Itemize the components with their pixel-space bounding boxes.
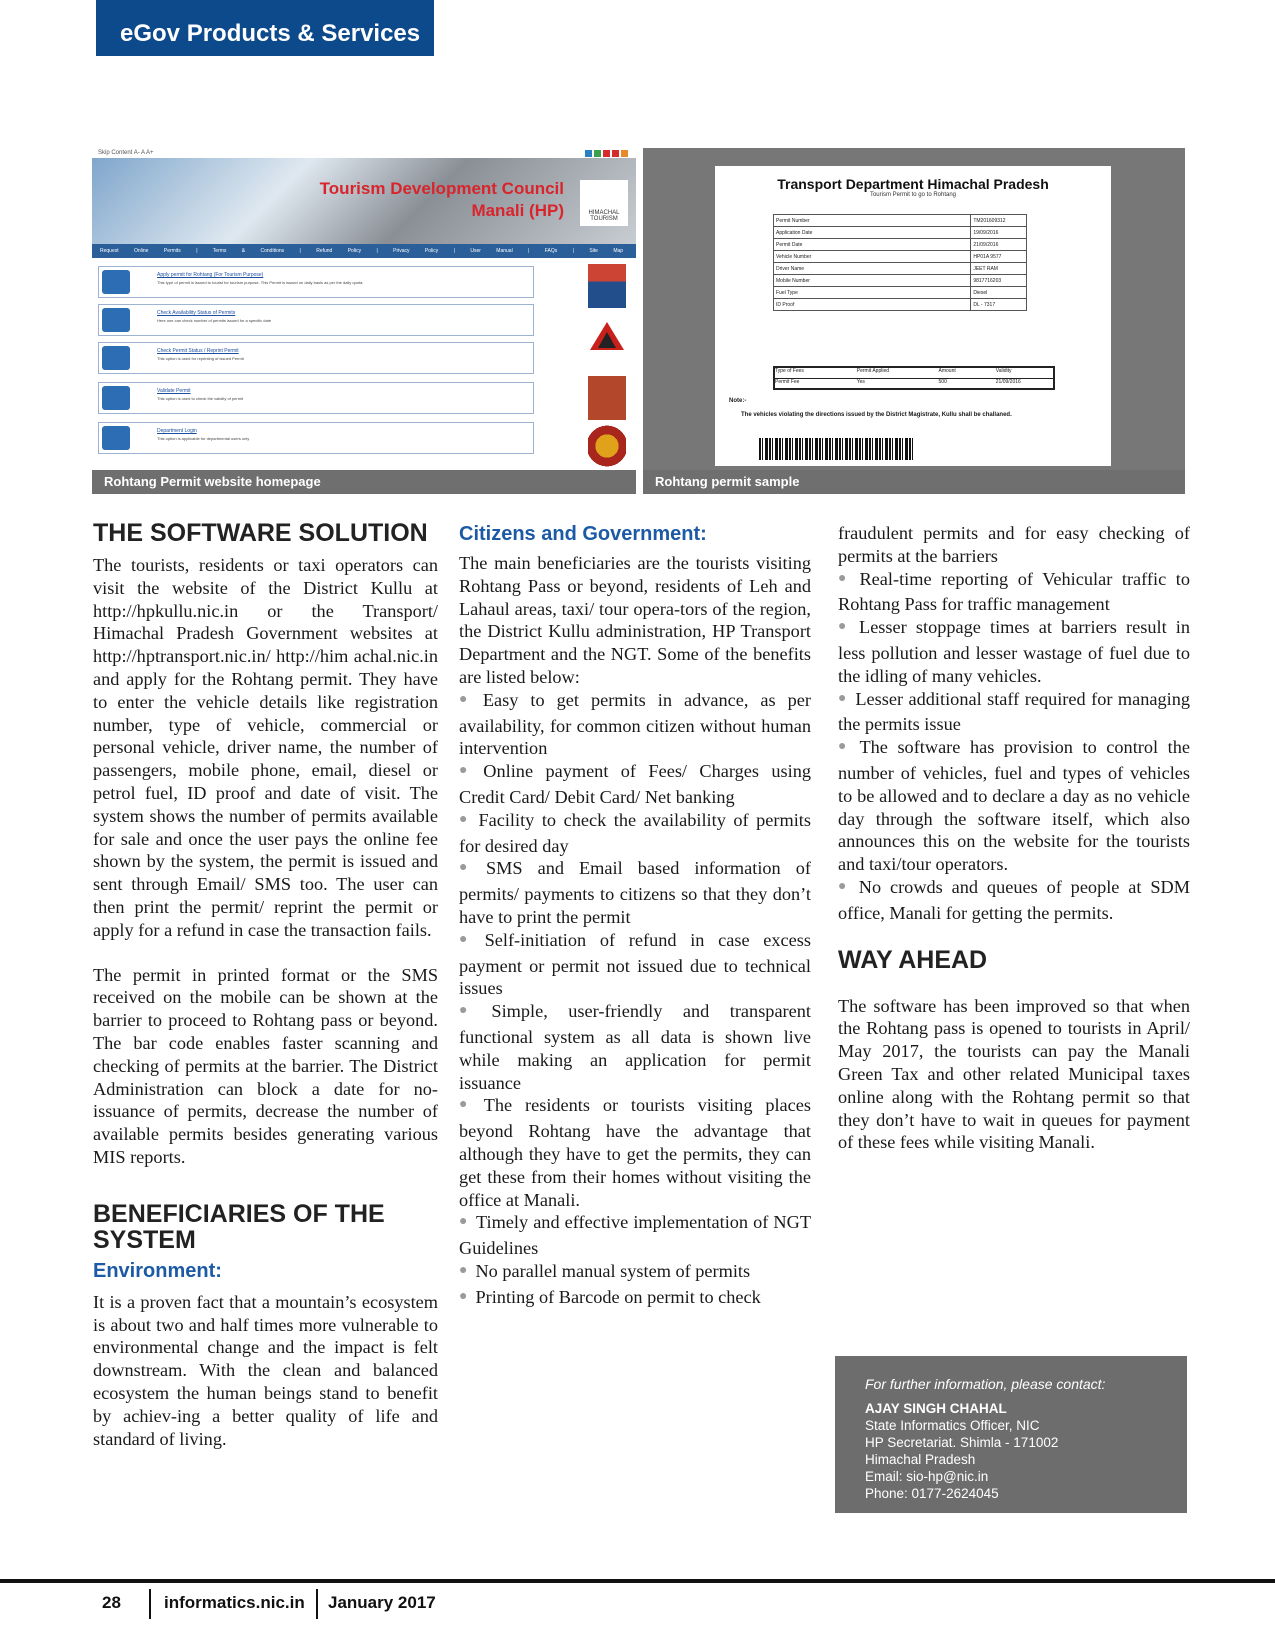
list-item: ● No parallel manual system of permits bbox=[459, 1260, 811, 1286]
column-3 bbox=[838, 522, 1190, 1154]
paragraph: The software has been improved so that when the Rohtang pass is opened to tourists in April/ May 2017, the tourists can pay the Manali Green Tax and other related Municipal taxes online along with the Rohtang permit so that they don’t have to wait in queues for payment of these fees while visiting Manali. bbox=[838, 995, 1190, 1153]
footer-separator bbox=[149, 1589, 151, 1619]
fees-cell: Yes bbox=[856, 379, 865, 385]
permit-fees bbox=[773, 366, 1055, 390]
note-text: The vehicles violating the directions issued by the District Magistrate, Kullu shall be challaned. bbox=[741, 412, 1012, 418]
page-number: 28 bbox=[102, 1593, 121, 1612]
row-desc: Here one can check number of permits issued for a specific date bbox=[157, 318, 272, 323]
banner-title-line2: Manali (HP) bbox=[471, 201, 564, 220]
skip-bar bbox=[92, 148, 636, 158]
site-banner bbox=[92, 158, 636, 244]
fees-cell: 500 bbox=[938, 379, 947, 385]
permit-field-value: TM201609312 bbox=[971, 215, 1027, 227]
permit-row bbox=[774, 215, 1027, 227]
permit-row bbox=[774, 299, 1027, 311]
site-row-availability bbox=[98, 304, 534, 336]
paragraph: The main beneficiaries are the tourists visiting Rohtang Pass or beyond, residents of Leh and Lahaul areas, taxi/ tour opera-tors of the region, the District Kullu administration, HP Transport Department and the NGT. Some of the benefits are listed below: bbox=[459, 553, 811, 687]
fees-header-cell: Permit Applied bbox=[856, 368, 890, 374]
list-item: ● Online payment of Fees/ Charges using Credit Card/ Debit Card/ Net banking bbox=[459, 760, 811, 809]
permit-field-label: Mobile Number bbox=[774, 275, 971, 287]
permit-table bbox=[773, 214, 1027, 311]
row-desc: This option is applicable for departmental users only bbox=[157, 436, 250, 441]
permit-field-value: JEET RAM bbox=[971, 263, 1027, 275]
paragraph: The tourists, residents or taxi operators can visit the website of the District Kullu at http://hpkullu.nic.in or the Transport/ Himachal Pradesh Government websites at http://hptransport.nic.in/ http://him achal.nic.in and apply for the Rohtang permit. They have to enter the vehicle details like registration number, type of vehicle, commercial or personal vehicle, driver name, the number of passengers, mobile phone, email, diesel or petrol fuel, ID proof and date of visit. The system shows the number of permits available for sale and once the user pays the online fee shown by the system, the permit is issued and sent through Email/ SMS too. The user can then print the permit/ reprint the permit or apply for a refund in case the transaction fails. bbox=[93, 555, 438, 940]
contact-name: AJAY SINGH CHAHAL bbox=[865, 1401, 1007, 1416]
permit-field-label: Permit Number bbox=[774, 215, 971, 227]
list-item: ● Simple, user-friendly and transparent functional system as all data is shown live while making an application for permit issuance bbox=[459, 1000, 811, 1094]
list-item: ● Self-initiation of refund in case excess payment or permit not issued due to technical issues bbox=[459, 929, 811, 1000]
footer-rule bbox=[0, 1579, 1275, 1583]
figure-website bbox=[92, 148, 636, 494]
paragraph: fraudulent permits and for easy checking of permits at the barriers bbox=[838, 523, 1190, 566]
site-row-validate bbox=[98, 382, 534, 414]
list-item: ● Lesser stoppage times at barriers result in less pollution and lesser wastage of fuel due to the idling of many vehicles. bbox=[838, 616, 1190, 687]
permit-row bbox=[774, 263, 1027, 275]
list-item: ● No crowds and queues of people at SDM office, Manali for getting the permits. bbox=[838, 876, 1190, 925]
site-nav: Request Online Permits | Terms & Conditions | Refund Policy | Privacy Policy | User Manual | FAQs | Site Map bbox=[92, 244, 636, 258]
permit-field-value: 21/09/2016 bbox=[971, 239, 1027, 251]
apply-icon bbox=[102, 270, 130, 294]
fees-cell: Permit Fee bbox=[775, 379, 800, 385]
permit-field-value: DL - 7317 bbox=[971, 299, 1027, 311]
note-label: Note:- bbox=[729, 398, 747, 404]
section-tag: eGov Products & Services bbox=[96, 0, 434, 56]
permit-field-value: HP01A 9577 bbox=[971, 251, 1027, 263]
list-item: ● Timely and effective implementation of NGT Guidelines bbox=[459, 1211, 811, 1260]
banner-title-line1: Tourism Development Council bbox=[319, 179, 564, 198]
footer-separator bbox=[316, 1589, 318, 1619]
permit-field-value: 9817716203 bbox=[971, 275, 1027, 287]
permit-field-label: ID Proof bbox=[774, 299, 971, 311]
permit-field-label: Application Date bbox=[774, 227, 971, 239]
contact-email: Email: sio-hp@nic.in bbox=[865, 1469, 989, 1484]
list-item: ● The residents or tourists visiting places beyond Rohtang have the advantage that although they have to get the permits, they can get these from their homes without visiting the office at Manali. bbox=[459, 1094, 811, 1211]
banner-title bbox=[320, 178, 564, 222]
fees-cell: 21/09/2016 bbox=[995, 379, 1021, 385]
row-title: Apply permit for Rohtang (For Tourism Purpose) bbox=[157, 272, 264, 278]
permit-sample bbox=[715, 166, 1111, 466]
permit-row bbox=[774, 275, 1027, 287]
availability-icon bbox=[102, 308, 130, 332]
heading-software-solution: THE SOFTWARE SOLUTION bbox=[93, 519, 428, 547]
list-item: ● Real-time reporting of Vehicular traffic to Rohtang Pass for traffic management bbox=[838, 568, 1190, 617]
reprint-icon bbox=[102, 346, 130, 370]
subheading-environment: Environment: bbox=[93, 1259, 222, 1282]
list-item: ● Facility to check the availability of permits for desired day bbox=[459, 809, 811, 858]
permit-field-label: Driver Name bbox=[774, 263, 971, 275]
column-1 bbox=[93, 520, 438, 1450]
fees-header-cell: Validity bbox=[995, 368, 1012, 374]
contact-lead: For further information, please contact: bbox=[865, 1376, 1106, 1392]
contact-line: Himachal Pradesh bbox=[865, 1452, 976, 1467]
footer-date: January 2017 bbox=[328, 1593, 436, 1612]
permit-row bbox=[774, 227, 1027, 239]
subheading-citizens: Citizens and Government: bbox=[459, 523, 707, 545]
contact-phone: Phone: 0177-2624045 bbox=[865, 1486, 999, 1501]
figure-permit bbox=[643, 148, 1185, 494]
figure-caption: Rohtang permit sample bbox=[643, 470, 1185, 494]
list-item: ● Lesser additional staff required for managing the permits issue bbox=[838, 688, 1190, 737]
fees-header-cell: Amount bbox=[938, 368, 956, 374]
row-desc: This type of permit is issued to tourist for tourism purpose. This Permit is issued on daily basis as per the daily quota. bbox=[157, 280, 364, 285]
permit-title: Transport Department Himachal Pradesh bbox=[777, 176, 1049, 192]
validate-icon bbox=[102, 386, 130, 410]
contact-line: HP Secretariat. Shimla - 171002 bbox=[865, 1435, 1059, 1450]
site-row-login bbox=[98, 422, 534, 454]
permit-row bbox=[774, 287, 1027, 299]
permit-field-label: Fuel Type bbox=[774, 287, 971, 299]
row-desc: This option is used for reprinting of issued Permit bbox=[157, 356, 244, 361]
site-row-reprint bbox=[98, 342, 534, 374]
column-2 bbox=[459, 522, 811, 1312]
contact-box bbox=[835, 1356, 1187, 1513]
contact-line: State Informatics Officer, NIC bbox=[865, 1418, 1040, 1433]
dussehra-logo bbox=[588, 376, 626, 420]
paragraph: It is a proven fact that a mountain’s ecosystem is about two and half times more vulnerable to environmental change and the impact is felt downstream. With the clean and balanced ecosystem the human beings stand to benefit by achiev-ing a better quality of life and standard of living. bbox=[93, 1291, 438, 1449]
row-title: Check Availability Status of Permits bbox=[157, 310, 236, 316]
row-title: Check Permit Status / Reprint Permit bbox=[157, 348, 239, 354]
permit-field-label: Permit Date bbox=[774, 239, 971, 251]
login-icon bbox=[102, 426, 130, 450]
skip-bar-text: Skip Content A- A A+ bbox=[98, 150, 154, 156]
hptdc-logo bbox=[588, 424, 626, 468]
heading-beneficiaries: BENEFICIARIES OF THE SYSTEM bbox=[93, 1199, 385, 1254]
permit-row bbox=[774, 251, 1027, 263]
permit-field-value: Diesel bbox=[971, 287, 1027, 299]
himachal-tourism-logo: HIMACHAL TOURISM bbox=[580, 180, 628, 226]
paragraph: The permit in printed format or the SMS received on the mobile can be shown at the barrier to proceed to Rohtang pass or beyond. The bar code enables faster scanning and checking of permits at the barrier. The District Administration can block a date for no-issuance of permits, decrease the number of available permits besides generating various MIS reports. bbox=[93, 964, 438, 1167]
permit-row bbox=[774, 239, 1027, 251]
heading-way-ahead: WAY AHEAD bbox=[838, 945, 988, 974]
site-row-apply bbox=[98, 266, 534, 298]
list-item: ● The software has provision to control the number of vehicles, fuel and types of vehicles to be allowed and to declare a day as no vehicle day through the software itself, which also announces this on the website for the tourists and taxi/tour operators. bbox=[838, 736, 1190, 876]
permit-field-label: Vehicle Number bbox=[774, 251, 971, 263]
row-title: Validate Permit bbox=[157, 388, 191, 394]
list-item: ● SMS and Email based information of permits/ payments to citizens so that they don’t have to print the permit bbox=[459, 857, 811, 928]
permit-field-value: 19/09/2016 bbox=[971, 227, 1027, 239]
barcode bbox=[759, 438, 915, 460]
figure-caption: Rohtang Permit website homepage bbox=[92, 470, 636, 494]
fees-header-cell: Type of Fees bbox=[775, 368, 804, 374]
footer-site: informatics.nic.in bbox=[164, 1593, 305, 1612]
permit-note bbox=[729, 398, 1012, 418]
row-title: Department Login bbox=[157, 428, 197, 434]
permit-subtitle: Tourism Permit to go to Rohtang bbox=[869, 192, 957, 198]
hp-govt-emblem bbox=[588, 264, 626, 308]
website-screenshot bbox=[92, 148, 636, 470]
hpdt-logo bbox=[588, 320, 626, 364]
list-item: ● Easy to get permits in advance, as per availability, for common citizen without human intervention bbox=[459, 689, 811, 760]
list-item: ● Printing of Barcode on permit to check bbox=[459, 1286, 811, 1312]
row-desc: This option is used to check the validity of permit bbox=[157, 396, 244, 401]
